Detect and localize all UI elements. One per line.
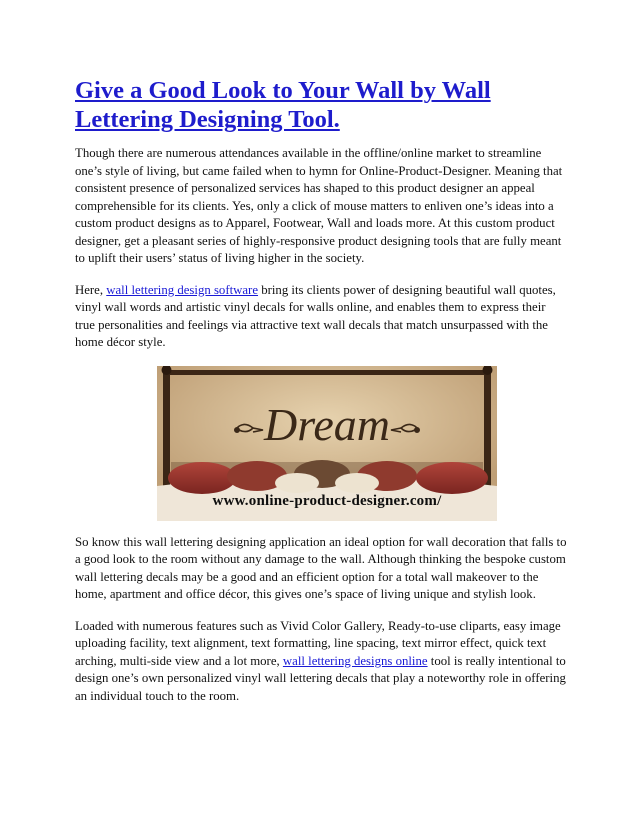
paragraph-intro: Though there are numerous attendances available in the offline/online market to streamline one’s style of living, but came failed when to hymn for Online-Product-Designer. Meaning that consistent presence of personalized services has shaped to this product designer an appeal comprehensible for its clients. Yes, only a click of mouse matters to enliven one’s ideas into a custom product designs as to Apparel, Footwear, Wall and loads more. At this custom product designer, get a pleasant series of highly-responsive product designing tools that are fully meant to uplift their users’ status of living higher in the society. [75, 146, 563, 265]
image-url-caption: www.online-product-designer.com/ [212, 492, 442, 509]
bedroom-wall-decal-image [157, 366, 497, 521]
paragraph-features-text-before: Loaded with numerous features such as Vivid Color Gallery, Ready-to-use cliparts, easy image uploading facility, text alignment, text formatting, line spacing, text mirror effect, quick text arching, multi-side view and a lot more, [75, 618, 561, 668]
page-title: Give a Good Look to Your Wall by Wall Lettering Designing Tool. [75, 77, 491, 133]
paragraph-software-text-after: bring its clients power of designing beautiful wall quotes, vinyl wall words and artistic vinyl decals for walls online, and enables them to express their true personalities and feelings via attractive text wall decals that match unsurpassed with the home décor style. [75, 282, 556, 349]
paragraph-software [75, 282, 568, 352]
dream-decal-text: Dream [263, 398, 391, 450]
wall-lettering-designs-online-link[interactable]: wall lettering designs online [282, 653, 428, 668]
paragraph-features [75, 618, 568, 706]
paragraph-software-text-before: Here, [75, 282, 107, 297]
paragraph-decoration: So know this wall lettering designing application an ideal option for wall decoration that falls to a good look to the room without any damage to the wall. Although thinking the bespoke custom wall lettering decals may be a good and an efficient option for a total wall makeover to the home, apartment and office décor, this gives one’s space of living unique and stylish look. [75, 534, 567, 601]
paragraph-features-text-after: tool is really intentional to design one’s own personalized vinyl wall lettering decals that play a noteworthy role in offering an individual touch to the room. [75, 653, 566, 703]
wall-lettering-design-software-link[interactable]: wall lettering design software [106, 282, 259, 297]
